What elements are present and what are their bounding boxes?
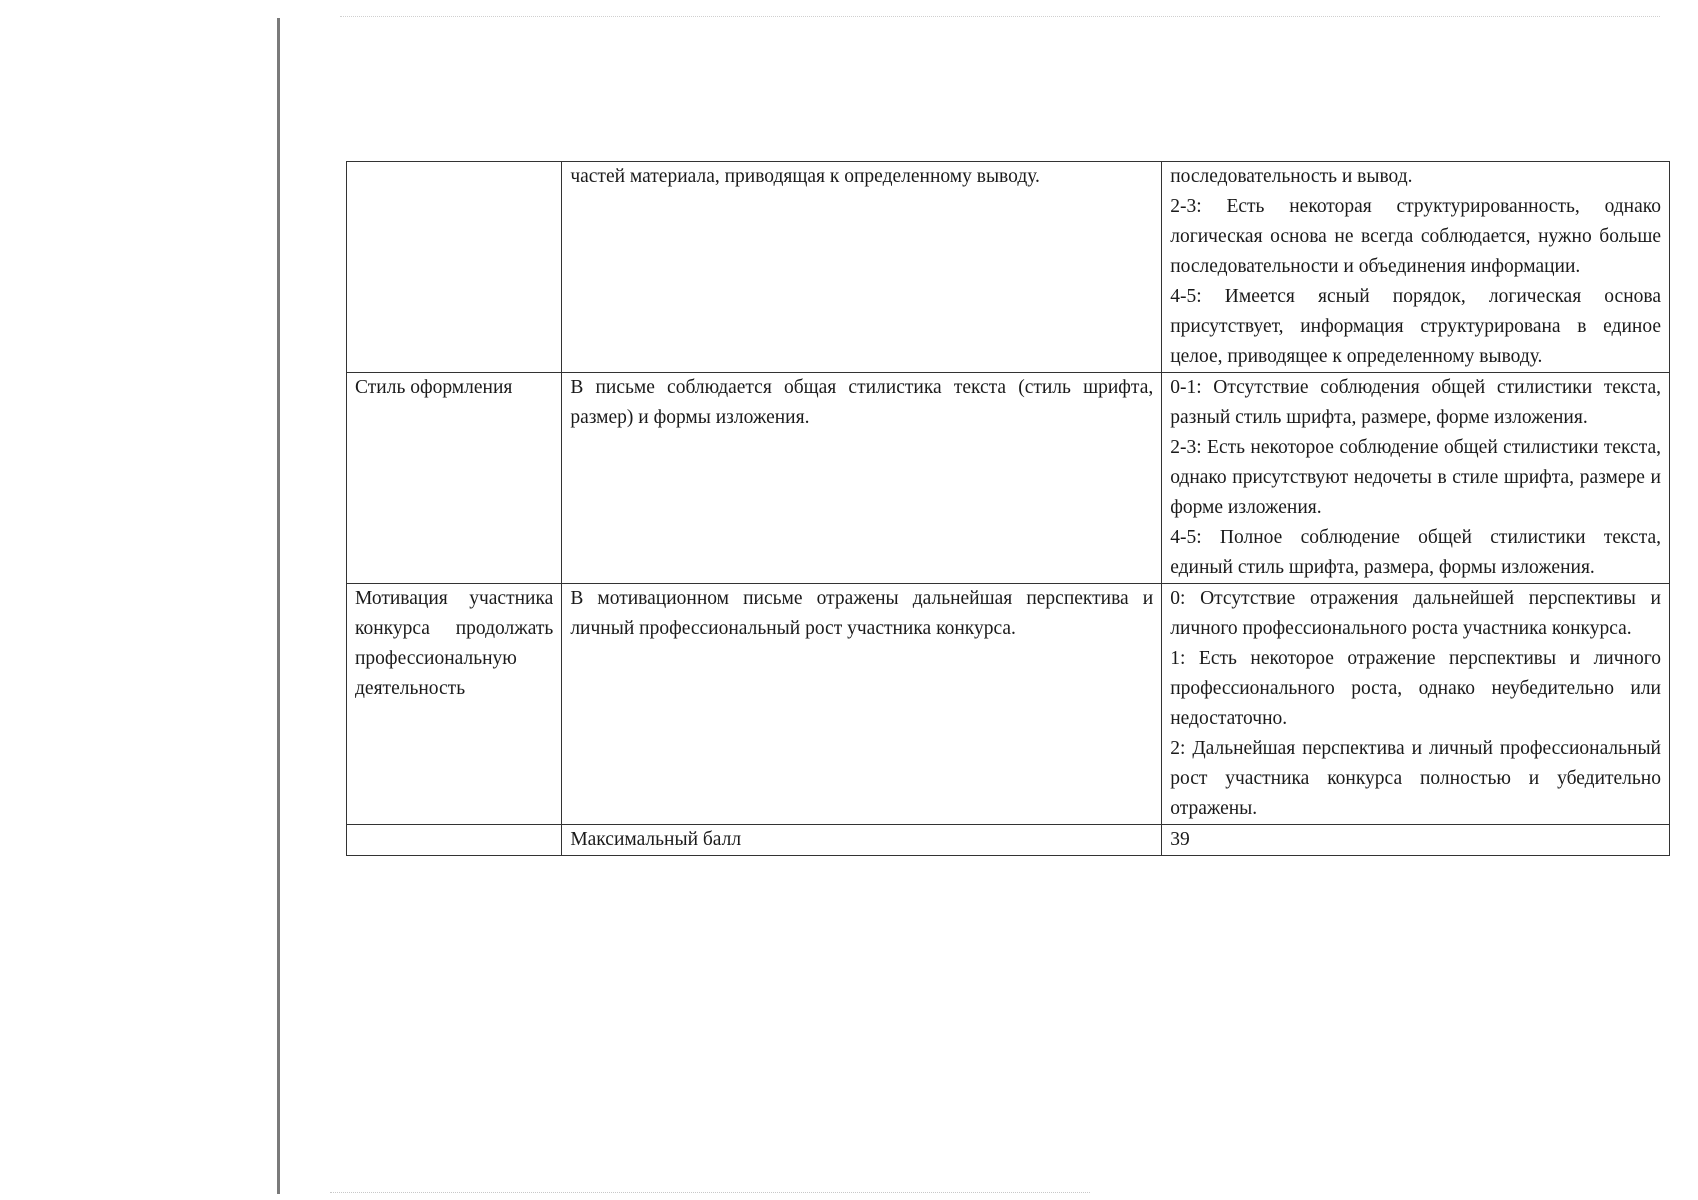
scoring-line: 4-5: Имеется ясный порядок, логическая основа присутствует, информация структурирована в единое целое, приводящее к определенному выводу.: [1170, 286, 1661, 367]
table-row: [347, 162, 1670, 373]
scoring-line: 1: Есть некоторое отражение перспективы и личного профессионального роста, однако неубедительно или недостаточно.: [1170, 648, 1661, 729]
total-label: Максимальный балл: [562, 825, 1162, 856]
criterion-cell: Стиль оформления: [347, 373, 562, 584]
scoring-line: 4-5: Полное соблюдение общей стилистики текста, единый стиль шрифта, размера, формы изложения.: [1170, 527, 1661, 578]
scoring-line: 2: Дальнейшая перспектива и личный профессиональный рост участника конкурса полностью и убедительно отражены.: [1170, 738, 1661, 819]
scoring-cell: [1162, 373, 1670, 584]
criterion-cell: [347, 162, 562, 373]
criterion-cell: [347, 825, 562, 856]
scoring-cell: [1162, 584, 1670, 825]
description-cell: В мотивационном письме отражены дальнейшая перспектива и личный профессиональный рост участника конкурса.: [562, 584, 1162, 825]
scan-artifact-top: [340, 16, 1660, 19]
scoring-line: 0: Отсутствие отражения дальнейшей перспективы и личного профессионального роста участника конкурса.: [1170, 588, 1661, 639]
evaluation-criteria-table: [346, 161, 1670, 856]
binding-edge: [277, 18, 280, 1194]
description-cell: В письме соблюдается общая стилистика текста (стиль шрифта, размер) и формы изложения.: [562, 373, 1162, 584]
table-row: [347, 584, 1670, 825]
scoring-line: последовательность и вывод.: [1170, 166, 1413, 187]
description-cell: частей материала, приводящая к определенному выводу.: [562, 162, 1162, 373]
scoring-line: 2-3: Есть некоторая структурированность, однако логическая основа не всегда соблюдается, нужно больше последовательности и объединения информации.: [1170, 196, 1661, 277]
scan-artifact-bottom: [330, 1192, 1090, 1195]
scoring-line: 0-1: Отсутствие соблюдения общей стилистики текста, разный стиль шрифта, размере, форме изложения.: [1170, 377, 1661, 428]
table-row: [347, 373, 1670, 584]
scoring-line: 2-3: Есть некоторое соблюдение общей стилистики текста, однако присутствуют недочеты в стиле шрифта, размере и форме изложения.: [1170, 437, 1661, 518]
criterion-cell: Мотивация участника конкурса продолжать профессиональную деятельность: [347, 584, 562, 825]
table-row-total: [347, 825, 1670, 856]
scoring-cell: [1162, 162, 1670, 373]
total-value: 39: [1162, 825, 1670, 856]
